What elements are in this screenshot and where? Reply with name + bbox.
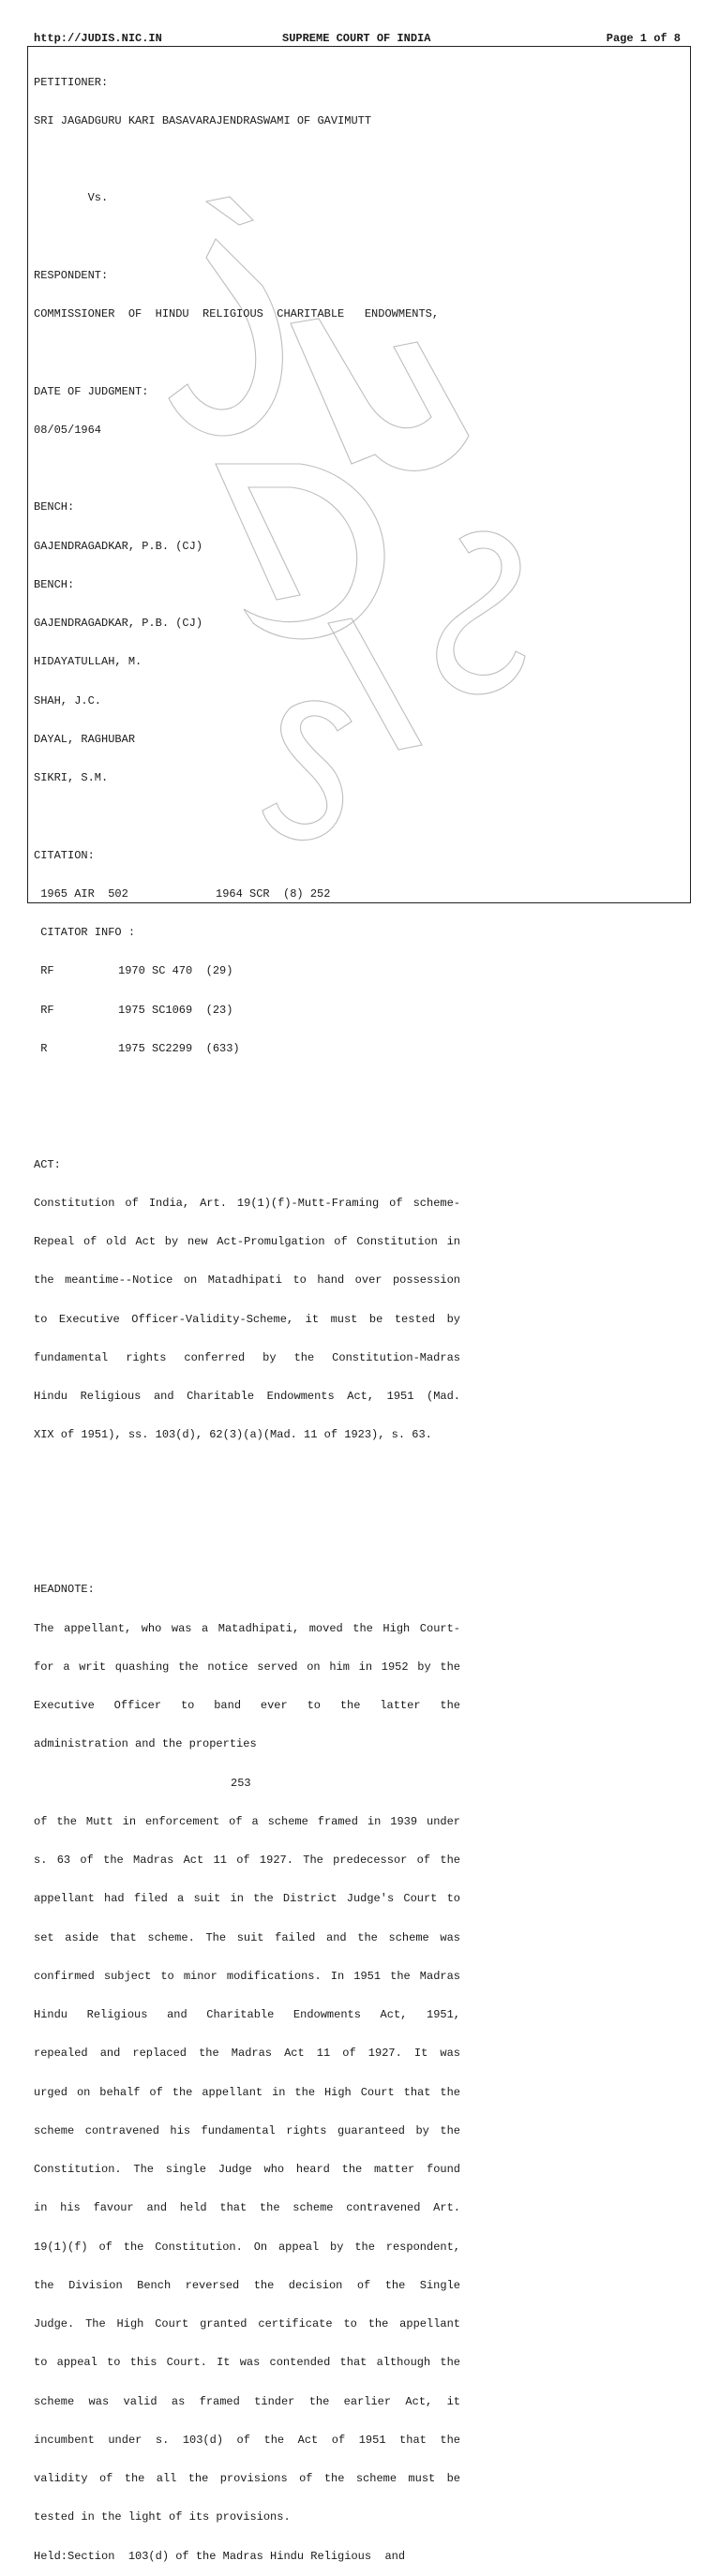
page-header [34,31,681,46]
citation-row [34,888,460,901]
bench-judge: GAJENDRAGADKAR, P.B. (CJ) [34,617,203,630]
bench-first-judge: GAJENDRAGADKAR, P.B. (CJ) [34,539,203,553]
held-line: Held:Section 103(d) of the Madras Hindu Religious and [34,2549,406,2563]
headnote-line: validity of the all the provisions of the scheme must be [34,2472,460,2485]
judgment-date: 08/05/1964 [34,423,102,437]
bench-label-second: BENCH: [34,577,75,591]
headnote-line: Judge. The High Court granted certificate to the appellant [34,2317,460,2330]
headnote-line: Constitution. The single Judge who heard the matter found [34,2163,460,2176]
citator-label: CITATOR INFO : [34,926,136,939]
act-line: fundamental rights conferred by the Constitution-Madras [34,1350,460,1364]
citator-cite: 1975 SC2299 (633) [118,1041,240,1055]
petitioner-label: PETITIONER: [34,75,109,89]
headnote-line: Executive Officer to band ever to the latter the [34,1699,460,1712]
headnote-line: incumbent under s. 103(d) of the Act of 1951 that the [34,2433,460,2447]
citation-label: CITATION: [34,848,95,862]
citator-code: R [34,1041,48,1055]
bench-judge: HIDAYATULLAH, M. [34,655,142,669]
headnote-line: in his favour and held that the scheme contravened Art. [34,2201,460,2215]
headnote-line: s. 63 of the Madras Act 11 of 1927. The predecessor of the [34,1854,460,1867]
citator-code: RF [34,1003,54,1017]
headnote-line: The appellant, who was a Matadhipati, moved the High Court- [34,1621,460,1635]
headnote-line: scheme was valid as framed tinder the earlier Act, it [34,2394,460,2408]
citator-row [34,1043,460,1056]
headnote-line: repealed and replaced the Madras Act 11 of 1927. It was [34,2047,460,2061]
bench-judge: DAYAL, RAGHUBAR [34,732,136,746]
page-indicator: Page 1 of 8 [606,32,681,45]
source-url: http://JUDIS.NIC.IN [34,32,162,45]
headnote-line: Hindu Religious and Charitable Endowments Act, 1951, [34,2008,460,2021]
headnote-line: the Division Bench reversed the decision of the Single [34,2278,460,2292]
versus-text: Vs. [34,191,109,205]
respondent-name: COMMISSIONER OF HINDU RELIGIOUS CHARITABLE ENDOWMENTS, [34,307,440,320]
citator-cite: 1975 SC1069 (23) [118,1003,233,1017]
act-label: ACT: [34,1157,61,1171]
headnote-label: HEADNOTE: [34,1583,95,1597]
respondent-label: RESPONDENT: [34,268,109,282]
bench-label: BENCH: [34,500,75,514]
headnote-line: administration and the properties [34,1737,257,1751]
headnote-line: urged on behalf of the appellant in the High Court that the [34,2085,460,2099]
headnote-line: tested in the light of its provisions. [34,2510,291,2524]
citation-air: 1965 AIR 502 [34,886,128,901]
citator-row [34,1005,460,1018]
act-line: Constitution of India, Art. 19(1)(f)-Mutt-Framing of scheme- [34,1196,460,1210]
date-label: DATE OF JUDGMENT: [34,384,149,398]
headnote-line: appellant had filed a suit in the District Judge's Court to [34,1892,460,1906]
judgment-text [34,51,460,2576]
petitioner-name: SRI JAGADGURU KARI BASAVARAJENDRASWAMI OF GAVIMUTT [34,113,372,127]
citator-row [34,965,460,978]
court-name: SUPREME COURT OF INDIA [282,32,431,45]
bench-judge: SHAH, J.C. [34,693,102,707]
act-line: the meantime--Notice on Matadhipati to hand over possession [34,1273,460,1288]
act-line-last: XIX of 1951), ss. 103(d), 62(3)(a)(Mad. 11 of 1923), s. 63. [34,1428,432,1442]
citation-scr: 1964 SCR (8) 252 [216,886,331,901]
act-line: Hindu Religious and Charitable Endowments Act, 1951 (Mad. [34,1390,460,1403]
act-line: to Executive Officer-Validity-Scheme, it must be tested by [34,1312,460,1326]
page-marker: 253 [231,1776,251,1790]
headnote-line: for a writ quashing the notice served on him in 1952 by the [34,1660,460,1674]
headnote-line: scheme contravened his fundamental rights guaranteed by the [34,2123,460,2137]
citator-cite: 1970 SC 470 (29) [118,964,233,978]
act-line: Repeal of old Act by new Act-Promulgation of Constitution in [34,1235,460,1248]
headnote-line: set aside that scheme. The suit failed and the scheme was [34,1930,460,1944]
headnote-line: 19(1)(f) of the Constitution. On appeal by the respondent, [34,2240,460,2254]
headnote-line: confirmed subject to minor modifications. In 1951 the Madras [34,1969,460,1983]
headnote-line: of the Mutt in enforcement of a scheme framed in 1939 under [34,1814,460,1828]
headnote-line: to appeal to this Court. It was contended that although the [34,2356,460,2370]
bench-judge: SIKRI, S.M. [34,771,109,784]
citator-code: RF [34,964,54,978]
